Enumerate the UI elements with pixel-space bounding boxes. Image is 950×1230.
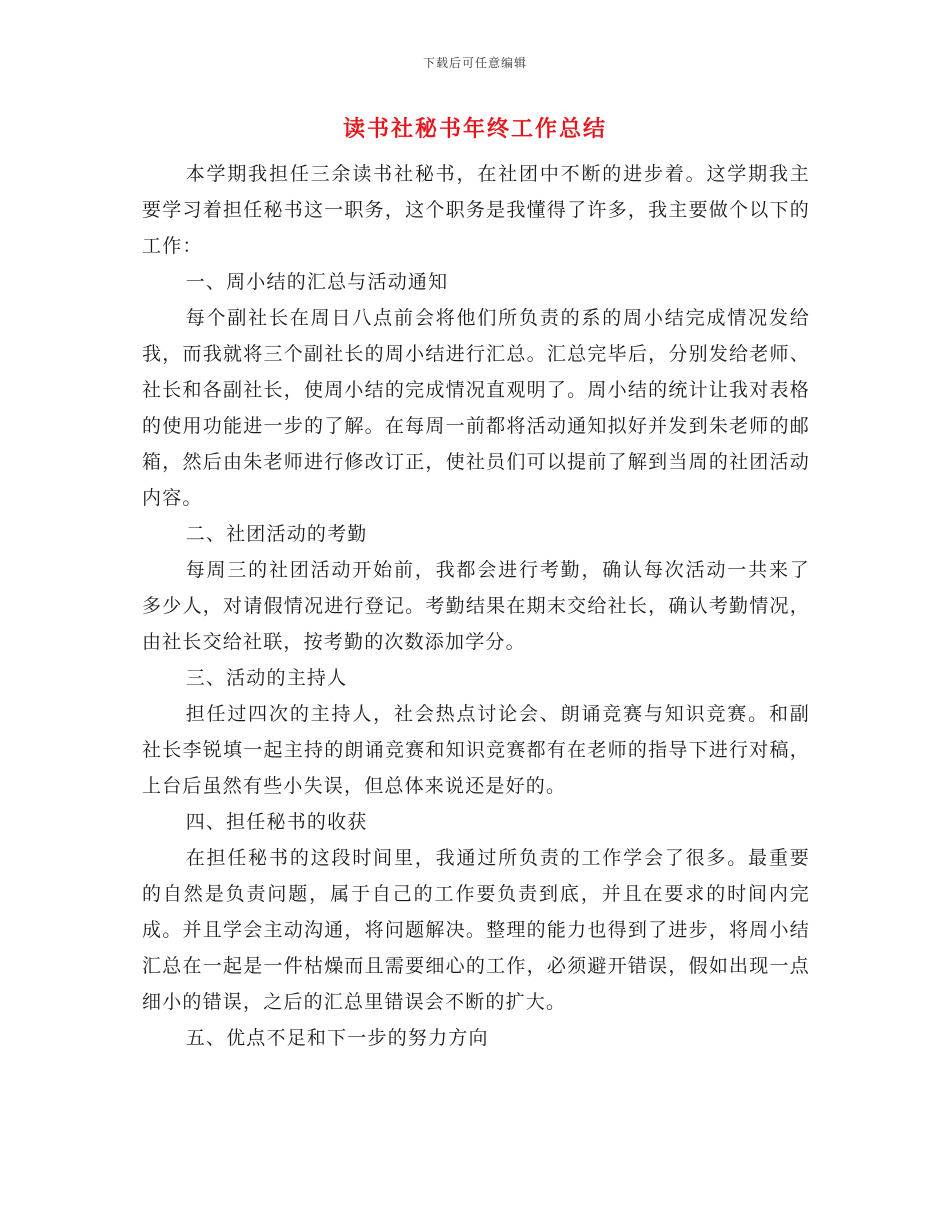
document-title: 读书社秘书年终工作总结 — [342, 116, 607, 142]
paragraph-intro: 本学期我担任三余读书社秘书，在社团中不断的进步着。这学期我主要学习着担任秘书这一职务，这个职务是我懂得了许多，我主要做个以下的工作： — [142, 163, 810, 257]
section-heading-2: 二、社团活动的考勤 — [185, 523, 368, 545]
paragraph-section-2: 每周三的社团活动开始前，我都会进行考勤，确认每次活动一共来了多少人，对请假情况进行登记。考勤结果在期末交给社长，确认考勤情况，由社长交给社联，按考勤的次数添加学分。 — [142, 559, 810, 653]
document-body — [142, 156, 810, 1056]
paragraph-section-1: 每个副社长在周日八点前会将他们所负责的系的周小结完成情况发给我，而我就将三个副社长的周小结进行汇总。汇总完毕后，分别发给老师、社长和各副社长，使周小结的完成情况直观明了。周小结的统计让我对表格的使用功能进一步的了解。在每周一前都将活动通知拟好并发到朱老师的邮箱，然后由朱老师进行修改订正，使社员们可以提前了解到当周的社团活动内容。 — [142, 307, 810, 509]
section-heading-4: 四、担任秘书的收获 — [185, 811, 368, 833]
header-note: 下载后可任意编辑 — [422, 56, 527, 70]
paragraph-section-3: 担任过四次的主持人，社会热点讨论会、朗诵竞赛与知识竞赛。和副社长李锐填一起主持的朗诵竞赛和知识竞赛都有在老师的指导下进行对稿，上台后虽然有些小失误，但总体来说还是好的。 — [142, 703, 810, 797]
section-heading-5: 五、优点不足和下一步的努力方向 — [185, 1027, 489, 1049]
paragraph-section-4: 在担任秘书的这段时间里，我通过所负责的工作学会了很多。最重要的自然是负责问题，属于自己的工作要负责到底，并且在要求的时间内完成。并且学会主动沟通，将问题解决。整理的能力也得到了进步，将周小结汇总在一起是一件枯燥而且需要细心的工作，必须避开错误，假如出现一点细小的错误，之后的汇总里错误会不断的扩大。 — [142, 847, 810, 1013]
section-heading-3: 三、活动的主持人 — [185, 667, 348, 689]
section-heading-1: 一、周小结的汇总与活动通知 — [185, 271, 449, 293]
